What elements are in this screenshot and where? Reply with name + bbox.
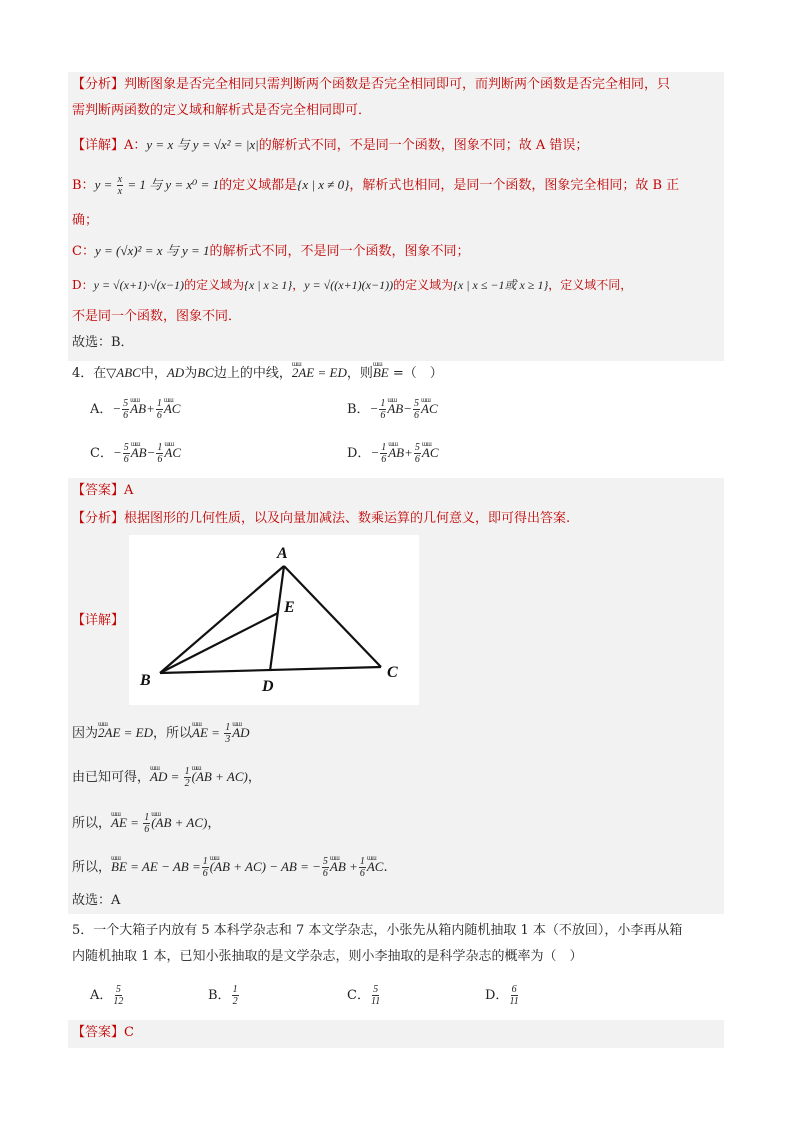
answer-4-final-text: 故选：A — [72, 893, 121, 908]
label-a: A — [277, 545, 288, 562]
detail-4-step-3: 所以，ɯɯ AE = $\frac{1}{6}$ ɯɯ (AB + AC)， — [72, 812, 724, 835]
analysis-4-tag: 【分析】 — [72, 511, 125, 526]
question-5-line-1 — [72, 920, 724, 942]
detail-b-math-2: = 1 与 y = x⁰ = 1 — [124, 177, 220, 192]
analysis-text-2: 需判断两函数的定义域和解析式是否完全相同即可． — [72, 103, 372, 118]
detail-4-step-1: 因为ɯɯ 2AE = ED，所以ɯɯ AE = $\frac{1}{3}$ ɯɯ AD — [72, 722, 724, 745]
detail-c-prefix: C： — [72, 244, 95, 259]
detail-d-sep: ， — [292, 278, 305, 292]
detail-4-tag: 【详解】 — [72, 613, 125, 628]
analysis-tag: 【分析】 — [72, 77, 125, 92]
q4-condition: ɯɯ 2AE = ED — [292, 362, 347, 384]
detail-d-mid-1: 的定义域为 — [184, 278, 245, 292]
answer-5-value: C — [124, 1025, 134, 1040]
q5-option-b[interactable]: B． $\frac{1}{2}$ — [208, 984, 238, 1007]
detail-d-set-1: {x | x ≥ 1} — [244, 278, 293, 292]
analysis-line-1 — [72, 74, 724, 96]
detail-c-math: y = (√x)² = x 与 y = 1 — [94, 243, 210, 258]
detail-d-set-2: {x | x ≤ −1或 x ≥ 1} — [453, 278, 549, 292]
q4-bc: BC — [197, 365, 214, 380]
answer-5 — [72, 1022, 724, 1044]
analysis-text-1: 判断图象是否完全相同只需判断两个函数是否完全相同即可，而判断两个函数是否完全相同，只 — [124, 77, 671, 92]
detail-b-suffix: ，解析式也相同，是同一个函数，图象完全相同；故 B 正 — [349, 178, 680, 193]
detail-d-suffix: ，定义域不同， — [548, 278, 633, 292]
triangle-svg — [129, 535, 419, 705]
answer-4 — [72, 480, 724, 502]
detail-d-math-1: y = √(x+1)·√(x−1) — [93, 278, 185, 292]
analysis-line-2 — [72, 100, 724, 122]
q4-option-d[interactable]: D．− $\frac{1}{6}$ ɯɯ AB+ $\frac{5}{6}$ ɯɯ AC — [347, 442, 439, 465]
analysis-4 — [72, 508, 724, 530]
detail-a-math: y = x 与 y = √x² = |x| — [146, 137, 259, 152]
label-c: C — [387, 664, 398, 681]
detail-option-b — [72, 174, 724, 197]
q5-text-2: 内随机抽取 1 本，已知小张抽取的是文学杂志，则小李抽取的是科学杂志的概率为（ ） — [72, 949, 583, 964]
detail-b-set: {x | x ≠ 0} — [297, 177, 350, 192]
detail-b-mid: 的定义域都是 — [219, 178, 298, 193]
detail-d-math-2: y = √((x+1)(x−1)) — [304, 278, 394, 292]
q4-option-a[interactable]: A．− $\frac{5}{6}$ ɯɯ AB+ $\frac{1}{6}$ ɯɯ AC — [90, 398, 180, 421]
q4-mid-1: 中， — [140, 366, 167, 381]
label-d: D — [262, 678, 274, 695]
detail-4-step-4: 所以，ɯɯ BE = AE − AB = $\frac{1}{6}$ ɯɯ (AB + AC) − AB = − $\frac{5}{6}$ ɯɯ AB + $\frac{1}{6}$ ɯɯ AC. — [72, 856, 724, 879]
detail-a-suffix: 的解析式不同，不是同一个函数，图象不同；故 A 错误； — [258, 138, 589, 153]
answer-4-final — [72, 890, 724, 912]
q4-option-c[interactable]: C．− $\frac{5}{6}$ ɯɯ AB− $\frac{1}{6}$ ɯɯ AC — [90, 442, 181, 465]
detail-b-math-1: y = — [94, 177, 116, 192]
detail-option-d — [72, 274, 724, 296]
q4-triangle: ▽ABC — [106, 365, 141, 380]
detail-4-step-2: 由已知可得，ɯɯ AD = $\frac{1}{2}$ ɯɯ (AB + AC)， — [72, 766, 724, 789]
detail-a-prefix: A： — [124, 138, 147, 153]
q5-option-d[interactable]: D． $\frac{6}{11}$ — [485, 984, 519, 1007]
answer-4-tag: 【答案】 — [72, 483, 125, 498]
label-e: E — [284, 599, 295, 616]
q5-text-1: 5．一个大箱子内放有 5 本科学杂志和 7 本文学杂志，小张先从箱内随机抽取 1 本（不放回），小李再从箱 — [72, 923, 683, 938]
detail-c-suffix: 的解析式不同，不是同一个函数，图象不同； — [209, 244, 470, 259]
detail-option-c — [72, 240, 724, 263]
q4-ad: AD — [166, 365, 185, 380]
detail-b-fraction: $\frac{x}{x}$ — [117, 174, 123, 197]
q4-mid-3: 边上的中线， — [213, 366, 292, 381]
detail-b-cont: 确； — [72, 213, 99, 228]
answer-5-tag: 【答案】 — [72, 1025, 125, 1040]
answer-3-text: 故选：B． — [72, 335, 134, 350]
detail-d-mid-2: 的定义域为 — [393, 278, 454, 292]
detail-tag: 【详解】 — [72, 138, 125, 153]
q4-mid-2: 为 — [184, 366, 198, 381]
detail-option-d-cont — [72, 306, 724, 328]
q4-option-b[interactable]: B．− $\frac{1}{6}$ ɯɯ AB− $\frac{5}{6}$ ɯɯ AC — [347, 398, 438, 421]
detail-option-b-cont — [72, 210, 724, 232]
q5-option-a[interactable]: A． $\frac{5}{12}$ — [90, 984, 124, 1007]
detail-option-a — [72, 134, 724, 157]
detail-d-cont: 不是同一个函数，图象不同． — [72, 309, 242, 324]
detail-d-prefix: D： — [72, 278, 94, 292]
answer-3 — [72, 332, 724, 354]
q4-prefix: 4．在 — [72, 366, 107, 381]
label-b: B — [140, 672, 151, 689]
triangle-figure — [129, 535, 419, 705]
q4-target: ɯɯ BE — [373, 362, 389, 384]
analysis-4-text: 根据图形的几何性质，以及向量加减法、数乘运算的几何意义，即可得出答案. — [124, 511, 571, 526]
question-5-line-2 — [72, 946, 724, 968]
detail-b-prefix: B： — [72, 178, 95, 193]
q5-option-c[interactable]: C． $\frac{5}{11}$ — [347, 984, 381, 1007]
answer-4-value: A — [124, 483, 134, 498]
question-4-stem — [72, 362, 724, 385]
q4-suffix: =（ ） — [388, 366, 443, 381]
q4-mid-4: ，则 — [346, 366, 373, 381]
